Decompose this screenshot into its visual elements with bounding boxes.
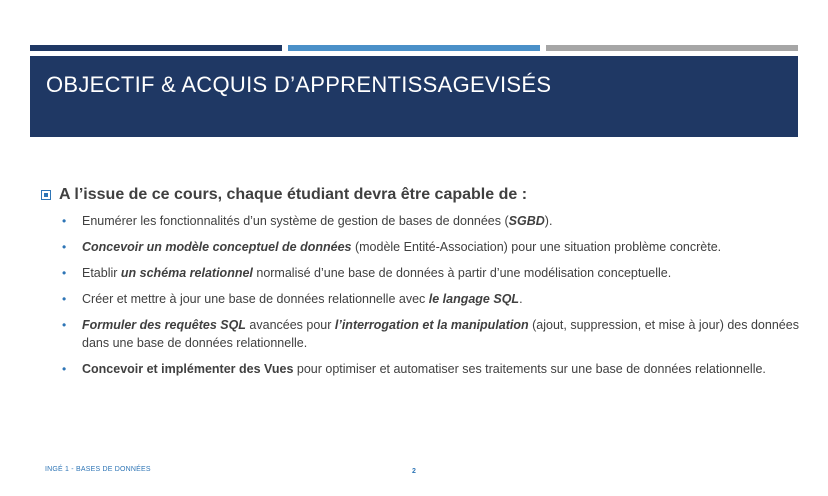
- list-item-text: (modèle Entité-Association) pour une situation problème concrète.: [351, 240, 722, 254]
- list-item-text: avancées pour: [245, 318, 335, 332]
- list-item-text: Créer et mettre à jour une base de données relationnelle avec: [82, 292, 429, 306]
- bullet-dot-icon: •: [62, 240, 67, 254]
- square-bullet-icon: [41, 190, 51, 200]
- bar-gray: [546, 45, 798, 51]
- page-number: 2: [412, 468, 416, 475]
- list-item-text: un schéma relationnel: [120, 266, 253, 280]
- bullet-dot-icon: •: [62, 292, 67, 306]
- footer-course-name: INGÉ 1 - BASES DE DONNÉES: [45, 466, 151, 473]
- lead-text: A l’issue de ce cours, chaque étudiant devra être capable de :: [59, 186, 528, 203]
- lead-line: [40, 186, 800, 204]
- list-item-text: Formuler des requêtes SQL: [82, 318, 246, 332]
- list-item: [62, 290, 800, 308]
- list-item-text: normalisé d’une base de données à partir d’une modélisation conceptuelle.: [252, 266, 672, 280]
- bullet-dot-icon: •: [62, 362, 67, 376]
- slide-title: OBJECTIF & ACQUIS D’APPRENTISSAGEVISÉS: [46, 72, 552, 97]
- list-item: [62, 264, 800, 282]
- decorative-bars: [30, 45, 798, 51]
- list-item-text: Concevoir et implémenter des Vues: [82, 362, 294, 376]
- list-item-text: .: [519, 292, 523, 306]
- list-item-text: (ajout, suppression, et mise à jour) des données dans une base de données relationnelle.: [82, 318, 799, 350]
- list-item: [62, 212, 800, 230]
- list-item-text: Etablir: [82, 266, 121, 280]
- list-item-text: ).: [544, 214, 553, 228]
- list-item: [62, 360, 800, 378]
- bar-dark-blue: [30, 45, 282, 51]
- list-item: [62, 238, 800, 256]
- list-item-text: l’interrogation et la manipulation: [334, 318, 529, 332]
- bullet-dot-icon: •: [62, 318, 67, 332]
- bullet-dot-icon: •: [62, 266, 67, 280]
- objectives-list: [40, 212, 800, 378]
- list-item-text: SGBD: [508, 214, 545, 228]
- slide-content: [40, 186, 800, 386]
- list-item-text: Enumérer les fonctionnalités d’un système de gestion de bases de données (: [82, 214, 509, 228]
- list-item-text: le langage SQL: [428, 292, 520, 306]
- bar-light-blue: [288, 45, 540, 51]
- list-item-text: Concevoir un modèle conceptuel de données: [82, 240, 352, 254]
- title-banner: [30, 56, 798, 137]
- list-item-text: pour optimiser et automatiser ses traitements sur une base de données relationnelle.: [293, 362, 766, 376]
- list-item: [62, 316, 800, 352]
- bullet-dot-icon: •: [62, 214, 67, 228]
